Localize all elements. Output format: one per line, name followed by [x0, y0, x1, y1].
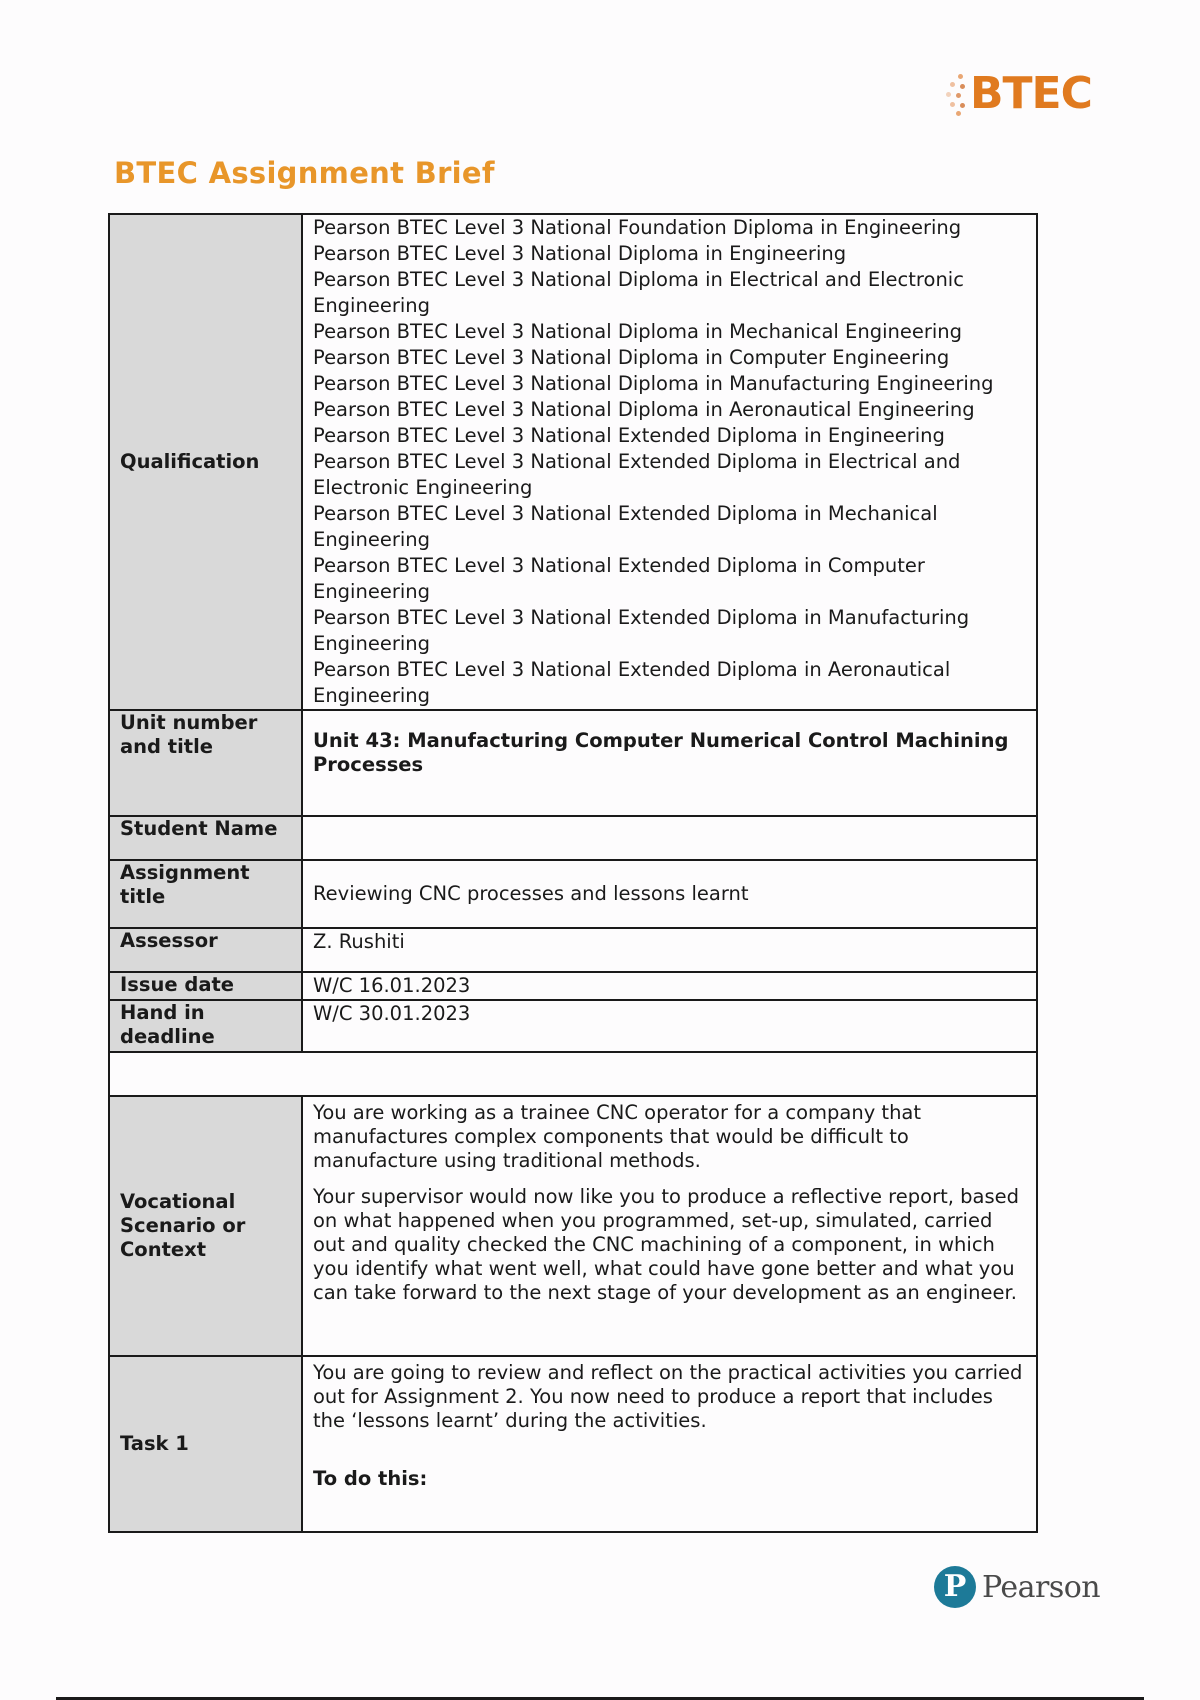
value-qualification	[302, 214, 1037, 710]
label-scenario: Vocational Scenario or Context	[109, 1096, 302, 1356]
btec-dots-icon	[944, 72, 968, 116]
qualification-line: Pearson BTEC Level 3 National Extended Diploma in Engineering	[313, 424, 945, 447]
scenario-paragraph: You are working as a trainee CNC operator for a company that manufactures complex components that would be difficult to manufacture using traditional methods.	[313, 1101, 922, 1172]
row-issue-date	[109, 972, 1037, 1000]
value-assessor: Z. Rushiti	[302, 928, 1037, 972]
qualification-line: Pearson BTEC Level 3 National Extended Diploma in Manufacturing Engineering	[313, 606, 970, 655]
row-spacer	[109, 1052, 1037, 1096]
value-issue-date: W/C 16.01.2023	[302, 972, 1037, 1000]
qualification-line: Pearson BTEC Level 3 National Diploma in Aeronautical Engineering	[313, 398, 975, 421]
unit-title: Unit 43: Manufacturing Computer Numerical Control Machining Processes	[313, 729, 1009, 776]
btec-wordmark: BTEC	[970, 68, 1092, 119]
assignment-brief-table	[108, 213, 1038, 1533]
label-qualification: Qualification	[109, 214, 302, 710]
blank-row	[109, 1052, 1037, 1096]
label-hand-in: Hand in deadline	[109, 1000, 302, 1052]
value-hand-in: W/C 30.01.2023	[302, 1000, 1037, 1052]
qualification-line: Pearson BTEC Level 3 National Extended Diploma in Electrical and Electronic Engineering	[313, 450, 961, 499]
qualification-line: Pearson BTEC Level 3 National Foundation Diploma in Engineering	[313, 216, 962, 239]
row-unit	[109, 710, 1037, 816]
qualification-line: Pearson BTEC Level 3 National Diploma in Computer Engineering	[313, 346, 950, 369]
label-assessor: Assessor	[109, 928, 302, 972]
pearson-logo	[934, 1566, 1100, 1608]
pearson-p-icon: P	[934, 1566, 976, 1608]
qualification-line: Pearson BTEC Level 3 National Diploma in Manufacturing Engineering	[313, 372, 994, 395]
btec-logo	[944, 68, 1092, 119]
label-task1: Task 1	[109, 1356, 302, 1532]
label-issue-date: Issue date	[109, 972, 302, 1000]
task1-text: You are going to review and reflect on the practical activities you carried out for Assignment 2. You now need to produce a report that includes the ‘lessons learnt’ during the activities.	[313, 1361, 1023, 1432]
row-student-name	[109, 816, 1037, 860]
row-hand-in	[109, 1000, 1037, 1052]
row-assignment-title	[109, 860, 1037, 928]
value-assignment-title: Reviewing CNC processes and lessons learnt	[302, 860, 1037, 928]
row-qualification	[109, 214, 1037, 710]
scenario-paragraph: Your supervisor would now like you to produce a reflective report, based on what happened when you programmed, set-up, simulated, carried out and quality checked the CNC machining of a component, in which you identify what went well, what could have gone better and what you can take forward to the next stage of your development as an engineer.	[313, 1185, 1019, 1304]
page-title: BTEC Assignment Brief	[114, 156, 495, 190]
qualification-line: Pearson BTEC Level 3 National Extended Diploma in Mechanical Engineering	[313, 502, 938, 551]
pearson-wordmark: Pearson	[982, 1569, 1101, 1605]
qualification-line: Pearson BTEC Level 3 National Diploma in Engineering	[313, 242, 847, 265]
value-unit	[302, 710, 1037, 816]
student-name-field[interactable]	[302, 816, 1037, 860]
qualification-line: Pearson BTEC Level 3 National Extended Diploma in Computer Engineering	[313, 554, 925, 603]
row-task1	[109, 1356, 1037, 1532]
value-scenario	[302, 1096, 1037, 1356]
qualification-line: Pearson BTEC Level 3 National Extended Diploma in Aeronautical Engineering	[313, 658, 951, 707]
label-unit: Unit number and title	[109, 710, 302, 816]
task1-todo: To do this:	[313, 1467, 428, 1490]
value-task1	[302, 1356, 1037, 1532]
label-student-name: Student Name	[109, 816, 302, 860]
label-assignment-title: Assignment title	[109, 860, 302, 928]
row-scenario	[109, 1096, 1037, 1356]
row-assessor	[109, 928, 1037, 972]
qualification-line: Pearson BTEC Level 3 National Diploma in Mechanical Engineering	[313, 320, 963, 343]
qualification-line: Pearson BTEC Level 3 National Diploma in Electrical and Electronic Engineering	[313, 268, 964, 317]
